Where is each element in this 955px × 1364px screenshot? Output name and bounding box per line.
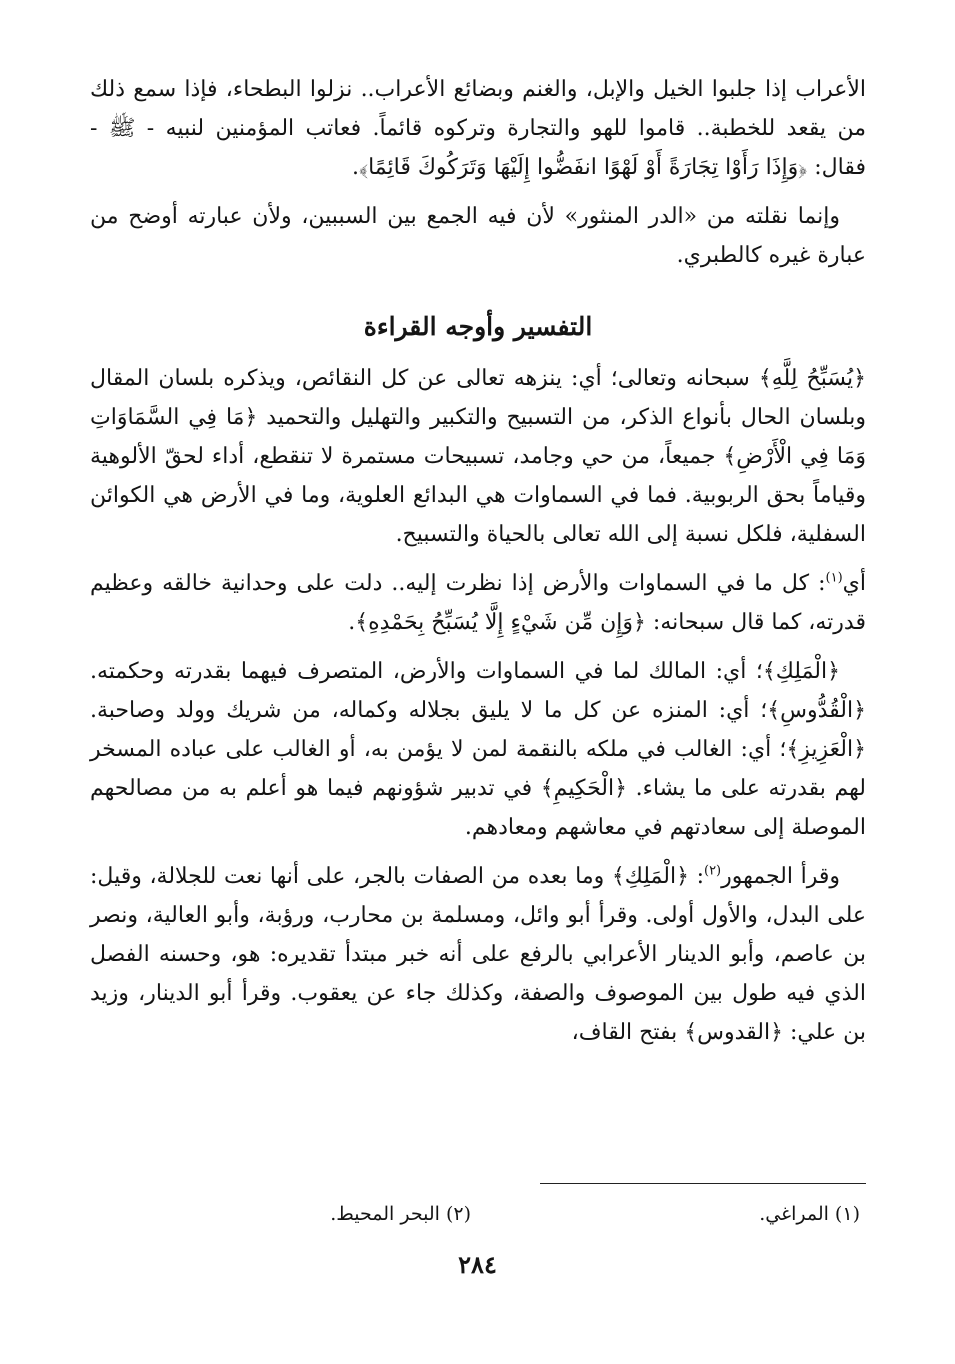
- footnote-1: (١) المراغي.: [759, 1203, 860, 1225]
- footnote-ref-1: (١): [825, 570, 843, 586]
- paragraph-text: أي: [842, 571, 866, 596]
- footnote-2: (٢) البحر المحيط.: [330, 1203, 471, 1225]
- paragraph-text: : ﴿الْمَلِكِ﴾ وما بعده من الصفات بالجر، على أنها نعت للجلالة، وقيل: على البدل، والأول أولى. وقرأ أبو وائل، ومسلمة بن محارب، ورؤبة، وأبو العالية، ونصر بن عاصم، وأبو الدينار الأعرابي بالرفع على أنه خبر مبتدأ تقديره: هو، وحسنه الفصل الذي فيه طول بين الموصوف والصفة، وكذلك جاء عن يعقوب. وقرأ أبو الدينار، وزيد بن علي: ﴿القدوس﴾ بفتح القاف،: [90, 864, 866, 1045]
- tafsir-paragraph-2: [90, 564, 866, 642]
- footnote-divider: [540, 1183, 866, 1184]
- section-heading: التفسير وأوجه القراءة: [363, 312, 593, 341]
- paragraph-text: : كل ما في السماوات والأرض إذا نظرت إليه.. دلت على وحدانية خالقه وعظيم قدرته، كما قال سبحانه: ﴿وَإِن مِّن شَيْءٍ إِلَّا يُسَبِّحُ بِحَمْدِهِ﴾.: [90, 571, 866, 635]
- page-number: ٢٨٤: [458, 1250, 497, 1279]
- intro-paragraph-2: وإنما نقلته من «الدر المنثور» لأن فيه الجمع بين السببين، ولأن عبارته أوضح من عبارة غيره كالطبري.: [90, 204, 866, 268]
- tafsir-paragraph-3: ﴿الْمَلِكِ﴾؛ أي: المالك لما في السماوات والأرض، المتصرف فيهما بقدرته وحكمته. ﴿الْقُدُّوسِ﴾؛ أي: المنزه عن كل ما لا يليق بجلاله وكماله، من شريك وولد وصاحبة. ﴿الْعَزِيزِ﴾؛ أي: الغالب في ملكه بالنقمة لمن لا يؤمن به، أو الغالب على عباده المسخر لهم بقدرته على ما يشاء. ﴿الْحَكِيمِ﴾ في تدبير شؤونهم فيما هو أعلم به من مصالحهم الموصلة إلى سعادتهم في معاشهم ومعادهم.: [90, 659, 866, 840]
- page-body: [90, 70, 866, 1062]
- intro-paragraph-1: الأعراب إذا جلبوا الخيل والإبل، والغنم وبضائع الأعراب.. نزلوا البطحاء، فإذا سمع ذلك من يقعد للخطبة.. قاموا للهو والتجارة وتركوه قائماً. فعاتب المؤمنين لنبيه - ﷺ - فقال: ﴿وَإِذَا رَأَوْا تِجَارَةً أَوْ لَهْوًا انفَضُّوا إِلَيْهَا وَتَرَكُوكَ قَائِمًا﴾.: [90, 77, 866, 180]
- paragraph-text: وقرأ الجمهور: [721, 864, 840, 889]
- footnote-ref-2: (٢): [703, 863, 722, 879]
- tafsir-paragraph-1: ﴿يُسَبِّحُ لِلَّهِ﴾ سبحانه وتعالى؛ أي: ينزهه تعالى عن كل النقائص، ويذكره بلسان المقال وبلسان الحال بأنواع الذكر، من التسبيح والتكبير والتهليل والتحميد ﴿مَا فِي السَّمَاوَاتِ وَمَا فِي الْأَرْضِ﴾ جميعاً، من حي وجامد، تسبيحات مستمرة لا تنقطع، أداء لحقّ الألوهية وقياماً بحق الربوبية. فما في السماوات هي البدائع العلوية، وما في الأرض هي الكوائن السفلية، فلكل نسبة إلى الله تعالى بالحياة والتسبيح.: [90, 366, 866, 547]
- tafsir-paragraph-4: [90, 857, 866, 1052]
